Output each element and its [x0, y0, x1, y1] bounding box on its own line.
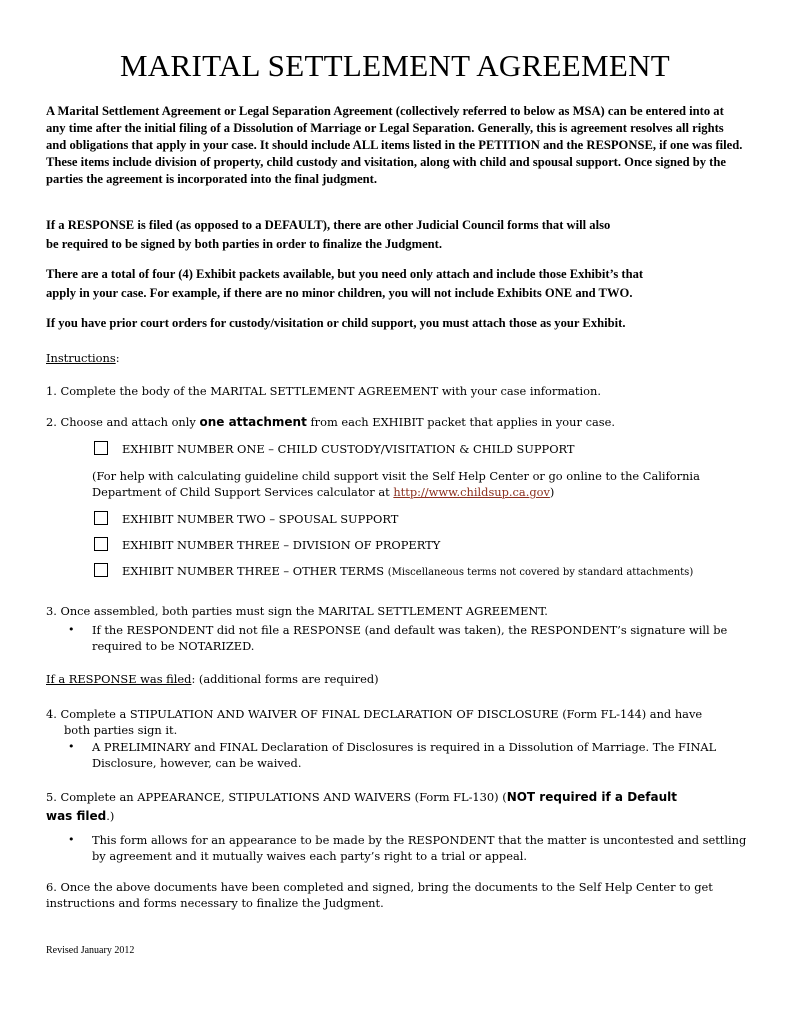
instructions-heading: [46, 350, 756, 366]
page-title: MARITAL SETTLEMENT AGREEMENT: [119, 48, 671, 83]
instructions-heading-text: Instructions: [46, 351, 116, 365]
step-5-bullet: This form allows for an appearance to be made by the RESPONDENT that the matter is uncontested and settling by agreement and it mutually waives each party’s right to a trial or appeal.: [92, 833, 747, 863]
childsup-link[interactable]: http://www.childsup.ca.gov: [393, 485, 550, 499]
step-2-pre: 2. Choose and attach only: [46, 415, 200, 429]
step-3: 3. Once assembled, both parties must sign the MARITAL SETTLEMENT AGREEMENT.: [46, 604, 548, 618]
step-5-line1: [46, 789, 756, 805]
intro-paragraph-msa: A Marital Settlement Agreement or Legal Separation Agreement (collectively referred to below as MSA) can be entered into at any time after the initial filing of a Dissolution of Marriage or Legal Separation. Generally, this is agreement resolves all rights and obligations that apply in your case. It should include ALL items listed in the PETITION and the RESPONSE, if one was filed. These items include division of property, child custody and visitation, along with child and spousal support. Once signed by the parties the agreement is incorporated into the final judgment.: [46, 104, 743, 186]
exhibit-three-property-label: EXHIBIT NUMBER THREE – DIVISION OF PROPERTY: [122, 538, 441, 552]
revision-footer: Revised January 2012: [46, 945, 135, 956]
exhibit-three-other-label-text: EXHIBIT NUMBER THREE – OTHER TERMS: [122, 564, 388, 578]
bullet-glyph: •: [68, 740, 75, 753]
step-6-line2: instructions and forms necessary to finalize the Judgment.: [46, 896, 384, 910]
exhibit-two-label: EXHIBIT NUMBER TWO – SPOUSAL SUPPORT: [122, 512, 399, 526]
instructions-heading-colon: :: [115, 351, 120, 365]
step-3-bullet: If the RESPONDENT did not file a RESPONSE (and default was taken), the RESPONDENT’s signature will be required to be NOTARIZED.: [92, 623, 728, 653]
exhibit-three-other-checkbox[interactable]: [94, 563, 108, 577]
response-heading-underlined: If a RESPONSE was filed: [46, 672, 192, 686]
intro-paragraph-prior-orders: If you have prior court orders for custody/visitation or child support, you must attach those as your Exhibit.: [46, 316, 626, 330]
step-4-line2: both parties sign it.: [64, 723, 178, 737]
exhibit-three-property-checkbox[interactable]: [94, 537, 108, 551]
step-5-line2: [46, 808, 756, 824]
bullet-glyph: •: [68, 833, 75, 846]
exhibit-three-other-label: [122, 563, 693, 581]
step-4-bullet: A PRELIMINARY and FINAL Declaration of Disclosures is required in a Dissolution of Marriage. The FINAL Disclosure, however, can be waived.: [92, 740, 717, 770]
help-note-line1: (For help with calculating guideline child support visit the Self Help Center or go online to the California: [92, 469, 700, 483]
response-heading-rest: : (additional forms are required): [191, 672, 379, 686]
step-5-bold2: was filed: [46, 809, 107, 823]
bullet-glyph: •: [68, 623, 75, 636]
exhibit-one-label: EXHIBIT NUMBER ONE – CHILD CUSTODY/VISITATION & CHILD SUPPORT: [122, 442, 575, 456]
exhibit-two-checkbox[interactable]: [94, 511, 108, 525]
help-note-line2: [92, 484, 752, 500]
step-2: [46, 414, 756, 430]
step-2-post: from each EXHIBIT packet that applies in your case.: [306, 415, 615, 429]
help-note-line2-post: ): [549, 485, 555, 499]
help-note-line2-pre: Department of Child Support Services calculator at: [92, 485, 394, 499]
step-5-post: .): [106, 809, 115, 823]
intro-paragraph-exhibits-line1: There are a total of four (4) Exhibit packets available, but you need only attach and include those Exhibit’s that: [46, 267, 644, 281]
step-1: 1. Complete the body of the MARITAL SETTLEMENT AGREEMENT with your case information.: [46, 384, 601, 398]
step-6-line1: 6. Once the above documents have been completed and signed, bring the documents to the Self Help Center to get: [46, 880, 713, 894]
response-heading: [46, 671, 756, 687]
intro-paragraph-response-line1: If a RESPONSE is filed (as opposed to a DEFAULT), there are other Judicial Council forms that will also: [46, 218, 611, 232]
exhibit-three-other-note: (Miscellaneous terms not covered by standard attachments): [387, 567, 694, 578]
exhibit-one-checkbox[interactable]: [94, 441, 108, 455]
step-4-line1: 4. Complete a STIPULATION AND WAIVER OF FINAL DECLARATION OF DISCLOSURE (Form FL-144) and have: [46, 707, 703, 721]
intro-paragraph-exhibits-line2: apply in your case. For example, if there are no minor children, you will not include Exhibits ONE and TWO.: [46, 286, 633, 300]
step-5-pre: 5. Complete an APPEARANCE, STIPULATIONS AND WAIVERS (Form FL-130) (: [46, 790, 507, 804]
intro-paragraph-response-line2: be required to be signed by both parties in order to finalize the Judgment.: [46, 237, 443, 251]
step-2-bold: one attachment: [199, 415, 307, 429]
step-5-bold1: NOT required if a Default: [506, 790, 678, 804]
